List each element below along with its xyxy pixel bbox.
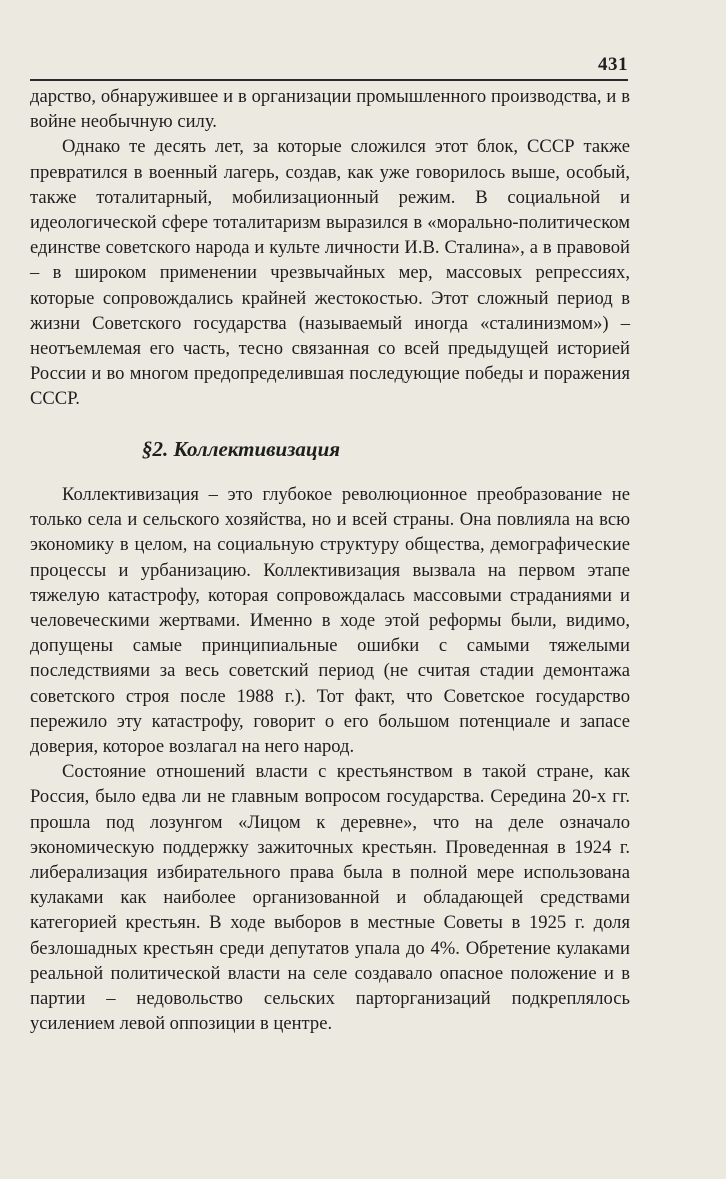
header-rule bbox=[30, 79, 628, 81]
collectivization-paragraph: Коллективизация – это глубокое революционное преобразование не только села и сельского хозяйства, но и всей страны. Она повлияла на всю экономику в целом, на социальную структуру общества, демографические процессы и урбанизацию. Коллективизация вызвала на первом этапе тяжелую катастрофу, которая сопровождалась массовыми страданиями и человеческими жертвами. Именно в ходе этой реформы были, видимо, допущены самые принципиальные ошибки с самыми тяжелыми последствиями за весь советский период (не считая стадии демонтажа советского строя после 1988 г.). Тот факт, что Советское государство пережило эту катастрофу, говорит о его большом потенциале и запасе доверия, которое возлагал на него народ. bbox=[30, 484, 630, 758]
peasantry-paragraph: Состояние отношений власти с крестьянством в такой стране, как Россия, было едва ли не главным вопросом государства. Середина 20-х гг. прошла под лозунгом «Лицом к деревне», что на деле означало экономическую поддержку зажиточных крестьян. Проведенная в 1924 г. либерализация избирательного права была в полной мере использована кулаками как наиболее организованной и обладающей средствами категорией крестьян. В ходе выборов в местные Советы в 1925 г. доля безлошадных крестьян среди депутатов упала до 4%. Обретение кулаками реальной политической власти на селе создавало опасное положение и в партии – недовольство сельских парторганизаций подкреплялось усилением левой оппозиции в центре. bbox=[30, 761, 630, 1035]
top-text-block bbox=[30, 84, 630, 412]
section-heading-block bbox=[30, 434, 630, 464]
page-number: 431 bbox=[598, 54, 628, 75]
section-text-block bbox=[30, 482, 630, 1036]
totalitarianism-paragraph: Однако те десять лет, за которые сложился этот блок, СССР также превратился в военный лагерь, создав, как уже говорилось выше, особый, также тоталитарный, мобилизационный режим. В социальной и идеологической сфере тоталитаризм выразился в «морально-политическом единстве советского народа и культе личности И.В. Сталина», а в правовой – в широком применении чрезвычайных мер, массовых репрессиях, которые сопровождались крайней жестокостью. Этот сложный период в жизни Советского государства (называемый иногда «сталинизмом») – неотъемлемая его часть, тесно связанная со всей предыдущей историей России и во многом предопределившая последующие победы и поражения СССР. bbox=[30, 136, 630, 410]
continuation-paragraph: дарство, обнаружившее и в организации промышленного производства, и в войне необычную силу. bbox=[30, 86, 630, 133]
section-heading: §2. Коллективизация bbox=[142, 437, 341, 461]
